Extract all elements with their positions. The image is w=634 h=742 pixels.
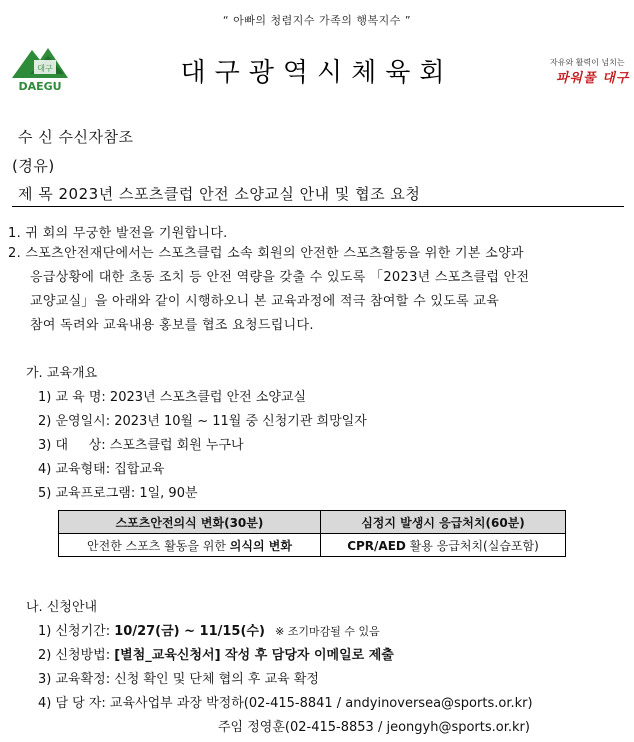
item-value: [별첨_교육신청서] 작성 후 담당자 이메일로 제출 [114, 648, 394, 663]
section-a-item: 1) 교 육 명: 2023년 스포츠클럽 안전 소양교실 [38, 390, 307, 405]
item-label: 2) 신청방법: [38, 648, 115, 663]
paragraph-1: 1. 귀 회의 무궁한 발전을 기원합니다. [8, 226, 228, 241]
paragraph-2-line: 교양교실」을 아래와 같이 시행하오니 본 교육과정에 적극 참여할 수 있도록 교육 [30, 294, 500, 309]
divider [12, 206, 624, 207]
svg-text:DAEGU: DAEGU [18, 80, 62, 93]
paragraph-2-line: 참여 독려와 교육내용 홍보를 협조 요청드립니다. [30, 318, 314, 333]
table-cell [320, 534, 565, 557]
application-method [38, 644, 394, 663]
item-value: 10/27(금) ~ 11/15(수) [114, 624, 265, 639]
contact-person: 4) 담 당 자: 교육사업부 과장 박정하(02-415-8841 / andyinoversea@sports.or.kr) [38, 696, 533, 711]
table-header: 스포츠안전의식 변화(30분) [59, 511, 321, 534]
subject-line: 제 목 2023년 스포츠클럽 안전 소양교실 안내 및 협조 요청 [18, 185, 421, 203]
section-a-item: 2) 운영일시: 2023년 10월 ~ 11월 중 신청기관 희망일자 [38, 414, 367, 429]
application-period [38, 620, 380, 639]
paragraph-2-line: 2. 스포츠안전재단에서는 스포츠클럽 소속 회원의 안전한 스포츠활동을 위한 기본 소양과 [8, 246, 524, 261]
education-confirmation: 3) 교육확정: 신청 확인 및 단체 협의 후 교육 확정 [38, 672, 319, 687]
recipient-line: 수 신 수신자참조 [18, 128, 134, 146]
cell-text: 활용 응급처치(실습포함) [405, 538, 539, 553]
table-header: 심정지 발생시 응급처치(60분) [320, 511, 565, 534]
program-table [58, 510, 566, 557]
cell-emphasis: CPR/AED [347, 538, 406, 553]
item-label: 1) 신청기간: [38, 624, 115, 639]
section-b-title: 나. 신청안내 [26, 600, 98, 615]
section-a-item: 4) 교육형태: 집합교육 [38, 462, 165, 477]
slogan-caption: 자유와 활력이 넘치는 [550, 58, 625, 67]
early-close-note: ※ 조기마감될 수 있음 [275, 625, 380, 638]
cell-text: 안전한 스포츠 활동을 위한 [87, 538, 230, 553]
table-cell [59, 534, 321, 557]
section-a-item: 5) 교육프로그램: 1일, 90분 [38, 486, 198, 501]
via-line: (경유) [12, 157, 55, 175]
section-a-title: 가. 교육개요 [26, 366, 98, 381]
section-a-item: 3) 대 상: 스포츠클럽 회원 누구나 [38, 438, 244, 453]
cell-emphasis: 의식의 변화 [229, 538, 292, 553]
organization-title: 대구광역시체육회 [180, 58, 454, 88]
svg-text:대구: 대구 [37, 64, 53, 73]
table-row [59, 534, 566, 557]
table-header-row [59, 511, 566, 534]
slogan-logo: 파워풀 대구 [556, 71, 630, 86]
motto: “ 아빠의 청렴지수 가족의 행복지수 ” [222, 14, 412, 27]
paragraph-2-line: 응급상황에 대한 초동 조치 등 안전 역량을 갖출 수 있도록 「2023년 스포츠클럽 안전 [30, 270, 530, 285]
contact-person-2: 주임 정영훈(02-415-8853 / jeongyh@sports.or.kr) [218, 720, 530, 735]
